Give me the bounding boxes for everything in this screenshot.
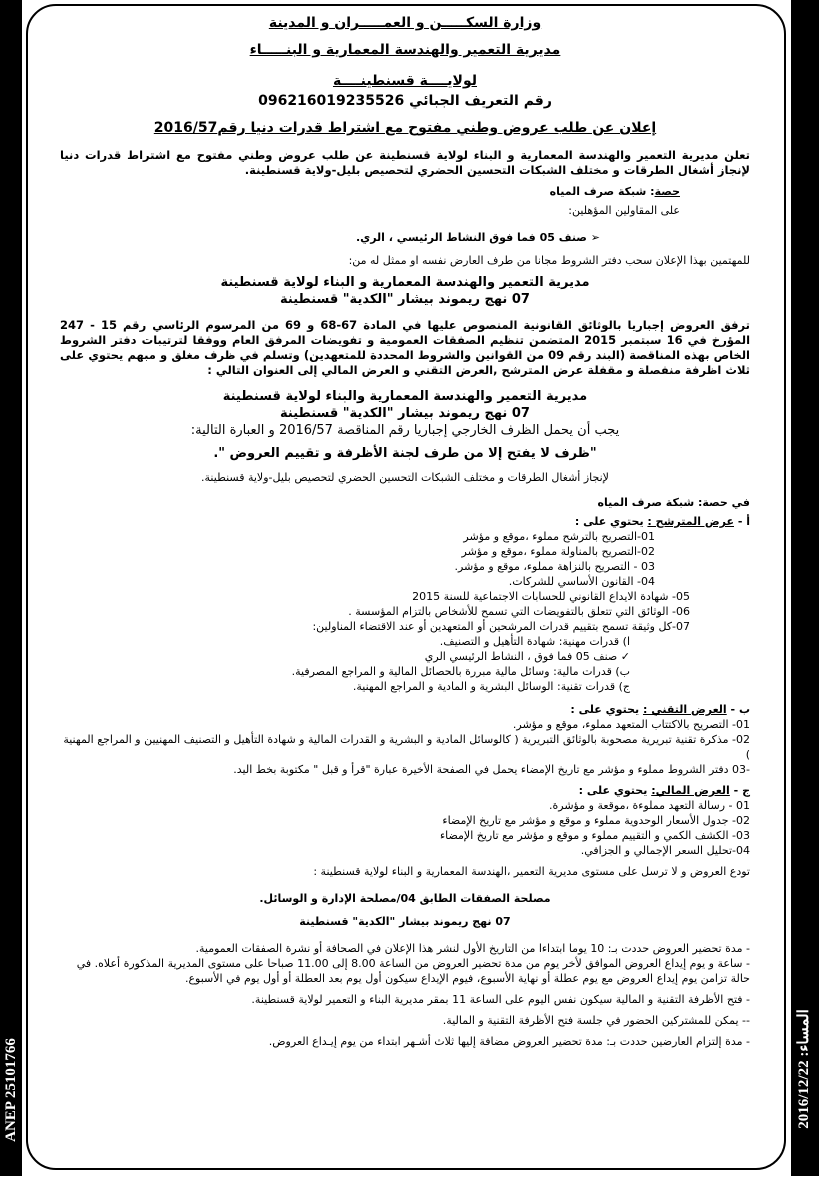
list-item: 04-تحليل السعر الإجمالي و الجزافي. [580, 844, 750, 857]
address1-line1: مديرية التعمير والهندسة المعمارية و البناء لولاية قسنطينة [220, 275, 590, 290]
list-item: ب) قدرات مالية: وسائل مالية مبررة بالحصائل المالية و المراجع المصرفية. [291, 665, 630, 678]
arrow-bullet-icon: ➢ [586, 231, 600, 244]
anep-reference: ANEP 25101766 [3, 1038, 19, 1142]
publication-date: 2016/12/22 [796, 1060, 812, 1129]
section-a-sublist [60, 634, 750, 694]
wilaya-heading: لولايــــة قسنطينــــة [332, 73, 478, 89]
address1-line2: 07 نهج ريموند بيشار "الكدية" قسنطينة [280, 292, 530, 307]
list-item: 07-كل وثيقة تسمح بتقييم قدرات المرشحين أو المتعهدين أو عند الاقتضاء المناولين: [312, 620, 690, 633]
terms-item: - فتح الأظرفة التقنية و المالية سيكون نفس اليوم على الساعة 11 بمقر مديرية البناء و التعمير لولاية قسنطينة. [251, 993, 750, 1006]
section-a-list [60, 529, 750, 589]
list-item: 05- شهادة الايداع القانوني للحسابات الاجتماعية للسنة 2015 [412, 590, 690, 603]
publication-stamp: المساء: 2016/12/22 [796, 1009, 812, 1129]
list-item: 02- مذكرة تقنية تبريرية مصحوبة بالوثائق التبريرية ( كالوسائل المادية و البشرية و القدرات المالية و شهادة التأهيل و التصنيف المهنيين و المراجع المهنية ) [63, 733, 750, 761]
docs-paragraph: ترفق العروض إجباريا بالوثائق القانونية المنصوص عليها في المادة 67-68 و 69 من المرسوم الرئاسي رقم 15 - 247 المؤرخ في 16 سبتمبر 2015 المتضمن تنظيم الصفقات العمومية و تفويضات المرفق العام ووفقا لترتيبات دفتر الشروط الخاص بهذه المناقصة (البند رقم 09 من القوانين والشروط المحددة للمتعهدين) وتسلم في ظرف مغلق و مبهم يحتوي على ثلاث اظرفة منفصلة و مقفلة عرض المترشح ,العرض التقني و العرض المالي إلى العنوان التالي : [60, 318, 751, 377]
terms-item: - مدة إلتزام العارضين حددت بـ: مدة تحضير العروض مضافة إليها ثلاث أشـهر ابتداء من يوم إيـداع العروض. [268, 1035, 750, 1048]
lot-line [60, 184, 750, 199]
terms-item: - ساعة و يوم إيداع العروض الموافق لأخر يوم من مدة تحضير العروض من الساعة 8.00 إلى 11.00 صباحا على مستوى المديرية المذكورة أعلاه. في حالة تزامن يوم إيداع العروض مع يوم عطلة أو نهاية الأسبوع، فيوم الإيداع سيكون أول يوم بعد العطلة أو أول يوم في الأسبوع. [76, 957, 750, 985]
service-line: مصلحة الصفقات الطابق 04/مصلحة الإدارة و الوسائل. [259, 892, 551, 905]
lot-value: : شبكة صرف المياه [549, 185, 655, 198]
list-item: 03 - التصريح بالنزاهة مملوء، موقع و مؤشر. [454, 560, 655, 573]
list-item: 01 - رسالة التعهد مملوءة ،موقعة و مؤشرة. [549, 799, 750, 812]
envelope-note: يجب أن يحمل الظرف الخارجي إجباريا رقم المناقصة 2016/57 و العبارة التالية: [190, 423, 620, 438]
list-item: 06- الوثائق التي تتعلق بالتفويضات التي تسمح للأشخاص بالتزام المؤسسة . [348, 605, 690, 618]
list-item: ج) قدرات تقنية: الوسائل البشرية و المادية و المراجع المهنية. [352, 680, 630, 693]
intro-paragraph: تعلن مديرية التعمير والهندسة المعمارية و البناء لولاية قسنطينة عن طلب عروض وطني مفتوح مع اشتراط قدرات دنيا لإنجاز أشغال الطرقات و مختلف الشبكات التحسين الحضري لتحصيص بليل-ولاية قسنطينة. [60, 148, 750, 177]
list-item: 01- التصريح بالاكتتاب المتعهد مملوء، موقع و مؤشر. [512, 718, 750, 731]
lot-label: حصة [654, 185, 680, 198]
terms-item: -- يمكن للمشتركين الحضور في جلسة فتح الأظرفة التقنية و المالية. [442, 1014, 750, 1027]
announcement-document [60, 14, 750, 1049]
address2-line2: 07 نهج ريموند بيشار "الكدية" قسنطينة [280, 406, 530, 421]
list-item: ✓ صنف 05 فما فوق ، النشاط الرئيسي الري [424, 650, 630, 663]
address2-line1: مديرية التعمير والهندسة المعمارية والبناء لولاية قسنطينة [222, 389, 588, 404]
announcement-title: إعلان عن طلب عروض وطني مفتوح مع اشتراط قدرات دنيا رقم2016/57 [153, 120, 657, 136]
list-item: 02- جدول الأسعار الوحدوية مملوء و موقع و مؤشر مع تاريخ الإمضاء [442, 814, 750, 827]
service-address: 07 نهج ريموند بيشار "الكدية" قسنطينة [299, 915, 511, 928]
envelope-quote: "ظرف لا يفتح إلا من طرف لجنة الأظرفة و تقييم العروض ". [213, 446, 597, 461]
list-item: 03- الكشف الكمي و التقييم مملوء و موقع و مؤشر مع تاريخ الإمضاء [439, 829, 750, 842]
section-b-heading: ب - العرض التقني : يحتوي على : [570, 703, 750, 716]
purpose-line: لإنجاز أشغال الطرقات و مختلف الشبكات التحسين الحضري لتحصيص بليل-ولاية قسنطينة. [201, 471, 609, 484]
lot2-line: في حصة: شبكة صرف المياه [597, 496, 750, 509]
list-item: 02-التصريح بالمناولة مملوء ،موقع و مؤشر [461, 545, 655, 558]
terms-item: - مدة تحضير العروض حددت بـ: 10 يوما ابتداءا من التاريخ الأول لنشر هذا الإعلان في الصحافة أو نشرة الصفقات العمومية. [195, 942, 750, 955]
tax-id: رقم التعريف الجبائي 096216019235526 [258, 93, 552, 109]
left-margin-band [0, 0, 22, 1176]
list-item: ا) قدرات مهنية: شهادة التأهيل و التصنيف. [439, 635, 630, 648]
section-a-heading: أ - عرض المترشح : يحتوي على : [574, 515, 750, 528]
list-item: 04- القانون الأساسي للشركات. [508, 575, 655, 588]
qualified-line: على المقاولين المؤهلين: [568, 204, 680, 217]
ministry-heading: وزارة السكـــــن و العمـــــران و المدينة [268, 15, 542, 31]
deposit-line: تودع العروض و لا ترسل على مستوى مديرية التعمير ،الهندسة المعمارية و البناء لولاية قسنطينة : [313, 865, 750, 878]
section-a-list-cont [60, 589, 750, 634]
check-bullet-icon: ✓ [617, 650, 630, 663]
directorate-heading: مديرية التعمير والهندسة المعمارية و البنـــــاء [249, 42, 561, 58]
class-line: ➢ صنف 05 فما فوق النشاط الرئيسي ، الري. [355, 231, 600, 244]
list-item: -03 دفتر الشروط مملوء و مؤشر مع تاريخ الإمضاء يحمل في الصفحة الأخيرة عبارة "قرأ و قبل " مكتوبة بخط اليد. [233, 763, 750, 776]
section-c-heading: ج - العرض المالي: يحتوي على : [578, 784, 750, 797]
withdraw-line: للمهتمين بهذا الإعلان سحب دفتر الشروط مجانا من طرف العارض نفسه او ممثل له من: [348, 254, 750, 267]
list-item: 01-التصريح بالترشح مملوء ،موقع و مؤشر [463, 530, 655, 543]
newspaper-name: المساء [796, 1009, 812, 1052]
